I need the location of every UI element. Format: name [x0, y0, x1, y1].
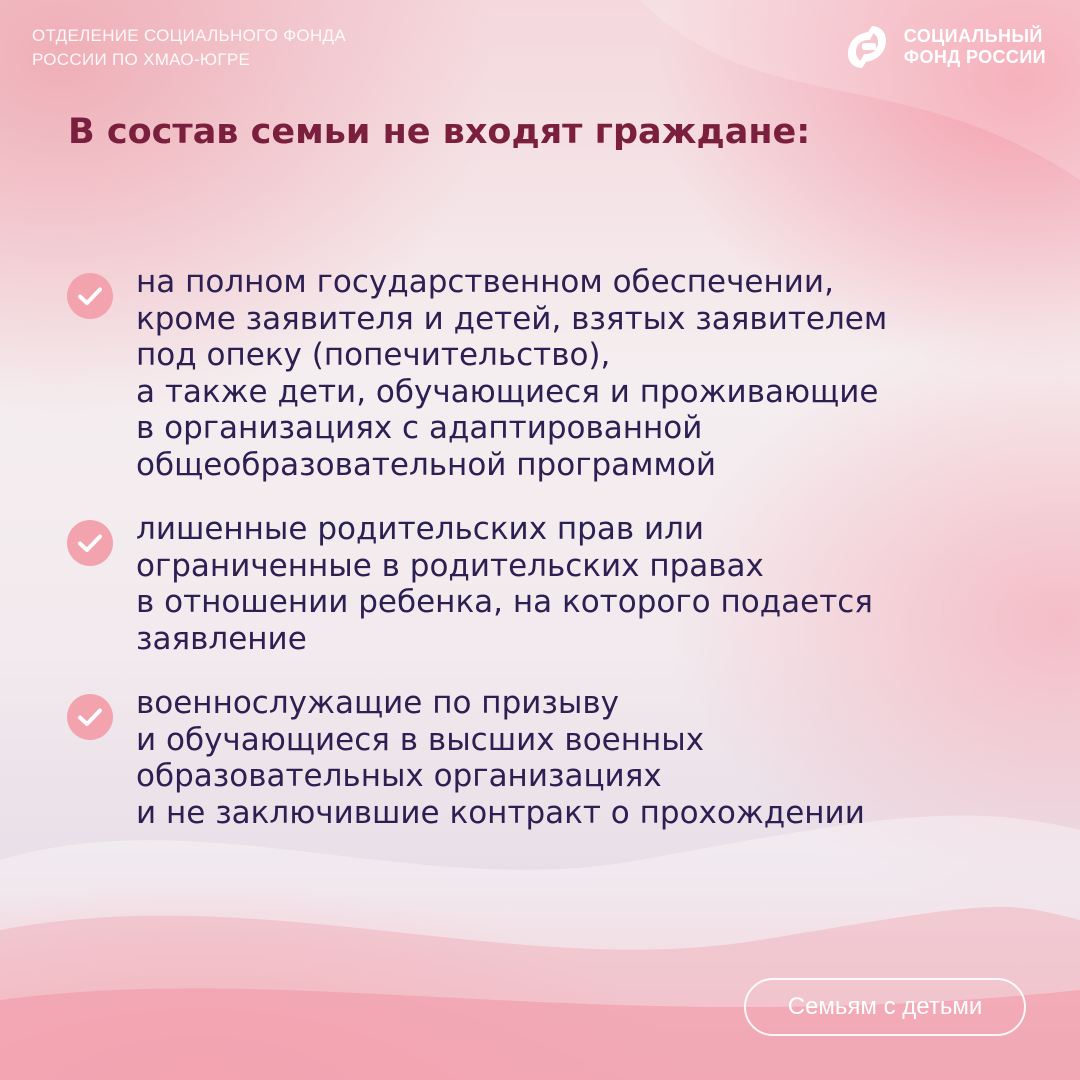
check-circle-icon: [66, 519, 114, 567]
logo-text-line2: ФОНД РОССИИ: [903, 47, 1046, 67]
list-item-text: лишенные родительских прав или ограниченные в родительских правах в отношении ребенка, на которого подается заявление: [136, 511, 873, 657]
list-item: [66, 264, 1026, 483]
organization-name: [32, 24, 346, 72]
category-tag[interactable]: Семьям с детьми: [744, 978, 1026, 1036]
list-item: [66, 511, 1026, 657]
sfr-logo: [840, 24, 1046, 70]
organization-name-line2: РОССИИ ПО ХМАО-ЮГРЕ: [32, 50, 251, 69]
logo-text-line1: СОЦИАЛЬНЫЙ: [903, 26, 1043, 46]
check-circle-icon: [66, 693, 114, 741]
sfr-logo-icon: [840, 24, 894, 70]
organization-name-line1: ОТДЕЛЕНИЕ СОЦИАЛЬНОГО ФОНДА: [32, 26, 346, 45]
list-item-text: военнослужащие по призыву и обучающиеся в высших военных образовательных организациях и не заключившие контракт о прохождении: [136, 685, 865, 831]
list-item-text: на полном государственном обеспечении, кроме заявителя и детей, взятых заявителем под опеку (попечительство), а также дети, обучающиеся и проживающие в организациях с адаптированной общеобразовательной программой: [136, 264, 888, 483]
list-item: [66, 685, 1026, 831]
check-circle-icon: [66, 272, 114, 320]
page-title: В состав семьи не входят граждане:: [68, 112, 811, 152]
exclusion-list: [66, 264, 1026, 859]
